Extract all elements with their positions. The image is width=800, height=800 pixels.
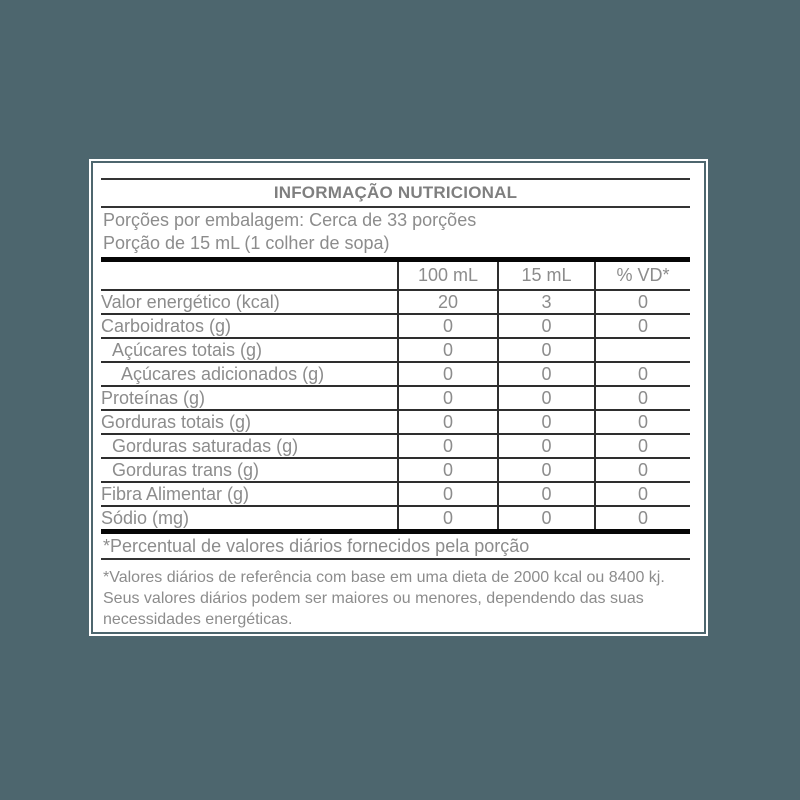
value-15ml: 3 [498, 290, 595, 314]
value-vd: 0 [595, 410, 690, 434]
table-row [101, 314, 690, 338]
footnote-line: *Valores diários de referência com base em uma dieta de 2000 kcal ou 8400 kj. [103, 569, 665, 586]
header-empty-cell [101, 262, 398, 290]
table-row [101, 290, 690, 314]
value-100ml: 0 [398, 482, 498, 506]
value-15ml: 0 [498, 482, 595, 506]
nutrient-name: Açúcares totais (g) [101, 338, 398, 362]
nutrient-name: Proteínas (g) [101, 386, 398, 410]
servings-per-package: Porções por embalagem: Cerca de 33 porções [103, 210, 477, 230]
percent-daily-value-note: *Percentual de valores diários fornecidos pela porção [103, 536, 530, 556]
nutrient-name: Gorduras totais (g) [101, 410, 398, 434]
header-15ml: 15 mL [498, 262, 595, 290]
value-vd: 0 [595, 434, 690, 458]
value-15ml: 0 [498, 338, 595, 362]
value-100ml: 0 [398, 338, 498, 362]
table-row [101, 410, 690, 434]
nutrient-name: Valor energético (kcal) [101, 290, 398, 314]
value-15ml: 0 [498, 458, 595, 482]
footnote-line: necessidades energéticas. [103, 611, 293, 628]
header-vd: % VD* [595, 262, 690, 290]
value-vd: 0 [595, 386, 690, 410]
value-100ml: 0 [398, 410, 498, 434]
value-15ml: 0 [498, 434, 595, 458]
note-bottom-rule [101, 558, 690, 560]
table-header-row [101, 262, 690, 290]
footnote-line: Seus valores diários podem ser maiores ou menores, dependendo das suas [103, 590, 644, 607]
header-100ml: 100 mL [398, 262, 498, 290]
nutrient-name: Gorduras saturadas (g) [101, 434, 398, 458]
value-100ml: 0 [398, 386, 498, 410]
value-100ml: 0 [398, 314, 498, 338]
value-vd: 0 [595, 362, 690, 386]
value-100ml: 0 [398, 434, 498, 458]
value-100ml: 0 [398, 458, 498, 482]
nutrient-name: Carboidratos (g) [101, 314, 398, 338]
value-100ml: 0 [398, 362, 498, 386]
value-15ml: 0 [498, 410, 595, 434]
value-vd: 0 [595, 482, 690, 506]
value-vd: 0 [595, 458, 690, 482]
value-vd [595, 338, 690, 362]
value-vd: 0 [595, 290, 690, 314]
table-row [101, 362, 690, 386]
nutrition-label-card [93, 163, 704, 632]
value-vd: 0 [595, 314, 690, 338]
nutrient-name: Açúcares adicionados (g) [101, 362, 398, 386]
nutrient-name: Gorduras trans (g) [101, 458, 398, 482]
serving-info [101, 208, 690, 257]
nutrition-table [101, 262, 690, 529]
table-row [101, 386, 690, 410]
table-row [101, 434, 690, 458]
value-vd: 0 [595, 506, 690, 529]
value-15ml: 0 [498, 362, 595, 386]
value-15ml: 0 [498, 386, 595, 410]
value-100ml: 0 [398, 506, 498, 529]
nutrition-title: INFORMAÇÃO NUTRICIONAL [273, 183, 518, 202]
value-15ml: 0 [498, 314, 595, 338]
value-100ml: 20 [398, 290, 498, 314]
table-row [101, 482, 690, 506]
nutrient-name: Fibra Alimentar (g) [101, 482, 398, 506]
daily-values-footnote [101, 567, 690, 630]
serving-size: Porção de 15 mL (1 colher de sopa) [103, 233, 390, 253]
value-15ml: 0 [498, 506, 595, 529]
table-row [101, 458, 690, 482]
table-row [101, 506, 690, 529]
nutrient-name: Sódio (mg) [101, 506, 398, 529]
table-row [101, 338, 690, 362]
nutrition-label-content [101, 163, 690, 630]
